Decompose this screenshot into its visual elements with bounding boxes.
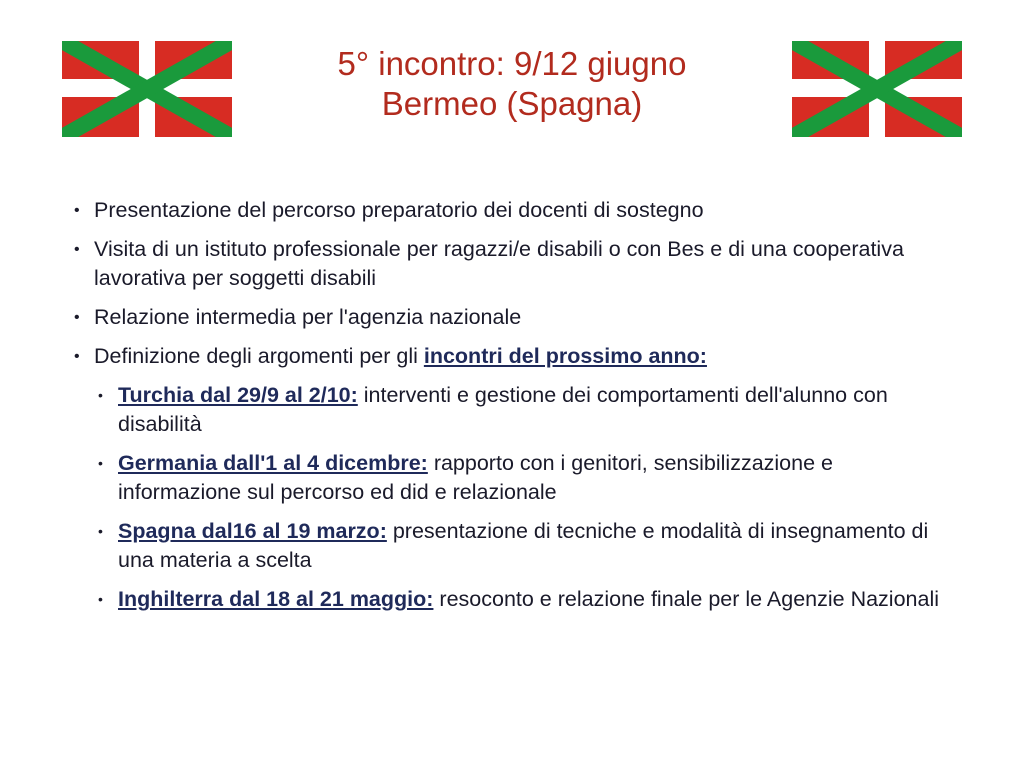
- list-item-text: Presentazione del percorso preparatorio dei docenti di sostegno: [94, 198, 704, 222]
- bullet-icon: •: [74, 309, 80, 326]
- title-line-1: 5° incontro: 9/12 giugno: [337, 45, 687, 82]
- meeting-germany-text: rapporto con i genitori, sensibilizzazione e informazione sul percorso ed did e relazionale: [118, 451, 833, 504]
- bullet-icon: •: [74, 348, 80, 365]
- list-item: [74, 235, 954, 293]
- list-item: [74, 342, 954, 371]
- bullet-icon: •: [98, 523, 103, 539]
- bullet-icon: •: [98, 455, 103, 471]
- basque-flag-icon: [792, 41, 962, 137]
- list-item-text: Definizione degli argomenti per gli: [94, 344, 424, 368]
- sub-list-item: [74, 585, 954, 614]
- sub-list-item: [74, 517, 954, 575]
- page-title: [240, 44, 784, 124]
- bullet-icon: •: [74, 202, 80, 219]
- list-item: [74, 196, 954, 225]
- list-item-text: Visita di un istituto professionale per ragazzi/e disabili o con Bes e di una cooperativa lavorativa per soggetti disabili: [94, 237, 904, 290]
- bullet-list: [74, 196, 954, 624]
- meeting-england-heading: Inghilterra dal 18 al 21 maggio:: [118, 587, 434, 611]
- title-line-2: Bermeo (Spagna): [381, 85, 643, 122]
- bullet-icon: •: [74, 241, 80, 258]
- sub-list-item: [74, 449, 954, 507]
- meeting-spain-text: presentazione di tecniche e modalità di insegnamento di una materia a scelta: [118, 519, 929, 572]
- sub-list-item: [74, 381, 954, 439]
- meeting-germany-heading: Germania dall'1 al 4 dicembre:: [118, 451, 428, 475]
- list-item-text: Relazione intermedia per l'agenzia nazionale: [94, 305, 522, 329]
- meeting-spain-heading: Spagna dal16 al 19 marzo:: [118, 519, 387, 543]
- bullet-icon: •: [98, 387, 103, 403]
- bullet-icon: •: [98, 591, 103, 607]
- next-year-meetings-heading: incontri del prossimo anno:: [423, 344, 707, 368]
- meeting-turkey-heading: Turchia dal 29/9 al 2/10:: [118, 383, 358, 407]
- meeting-turkey-text: interventi e gestione dei comportamenti dell'alunno con disabilità: [118, 383, 888, 436]
- list-item: [74, 303, 954, 332]
- basque-flag-icon: [62, 41, 232, 137]
- meeting-england-text: resoconto e relazione finale per le Agenzie Nazionali: [433, 587, 940, 611]
